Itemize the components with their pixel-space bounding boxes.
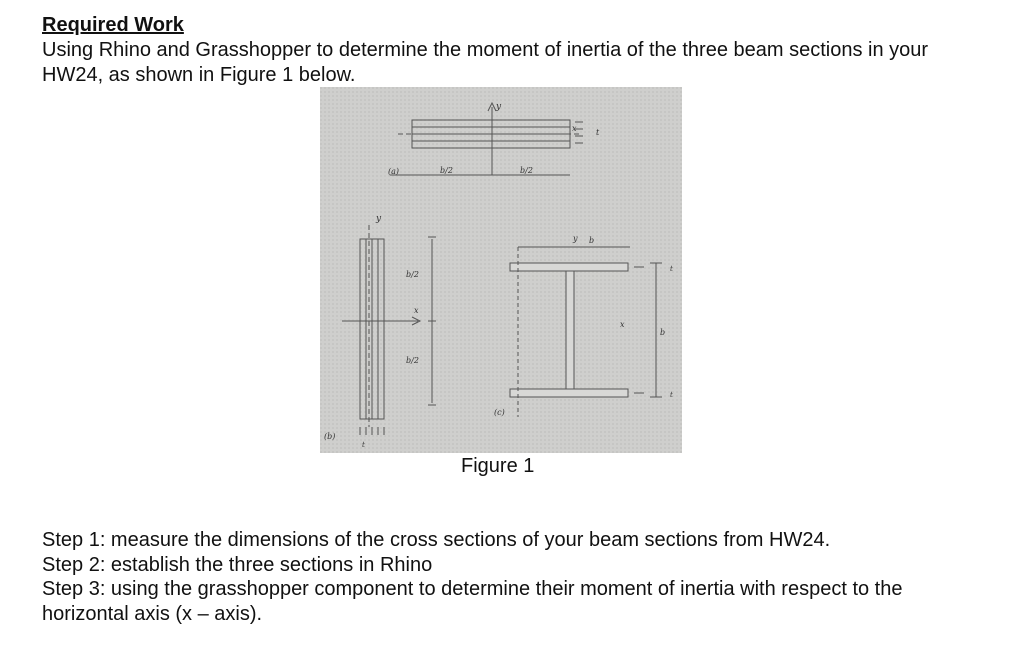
b-label-c-top: b [589,236,595,245]
x-axis-label-c: x [620,320,625,329]
intro-paragraph: Using Rhino and Grasshopper to determine the moment of inertia of the three beam sections in your HW24, as shown in Figure 1 below. [42,39,929,86]
step-1: Step 1: measure the dimensions of the cross sections of your beam sections from HW24. [42,529,831,551]
label-a: (a) [388,167,400,176]
half-b-label-a2: b/2 [520,166,533,175]
label-c: (c) [494,408,505,417]
y-axis-label-c: y [573,234,578,243]
x-axis-label-b: x [414,306,419,315]
x-axis-label-a: x [572,124,577,133]
y-axis-label-a: y [496,102,502,112]
figure-1-photo [320,87,682,453]
figure-caption: Figure 1 [461,455,535,477]
t-label-a: t [596,128,600,137]
label-b: (b) [324,432,336,441]
t-label-c-bottom: t [670,391,673,399]
steps-list [42,528,992,626]
b-label-c-side: b [660,328,666,337]
y-axis-label-b: y [376,214,382,224]
step-2: Step 2: establish the three sections in Rhino [42,553,433,576]
t-label-c-top: t [670,265,673,273]
half-b-label-a1: b/2 [440,166,453,175]
half-b-label-b2: b/2 [406,356,419,365]
section-heading: Required Work [42,14,184,36]
step-3: Step 3: using the grasshopper component to determine their moment of inertia with respect to the horizontal axis (x – axis). [42,578,903,625]
half-b-label-b1: b/2 [406,270,419,279]
t-label-b: t [362,441,365,449]
